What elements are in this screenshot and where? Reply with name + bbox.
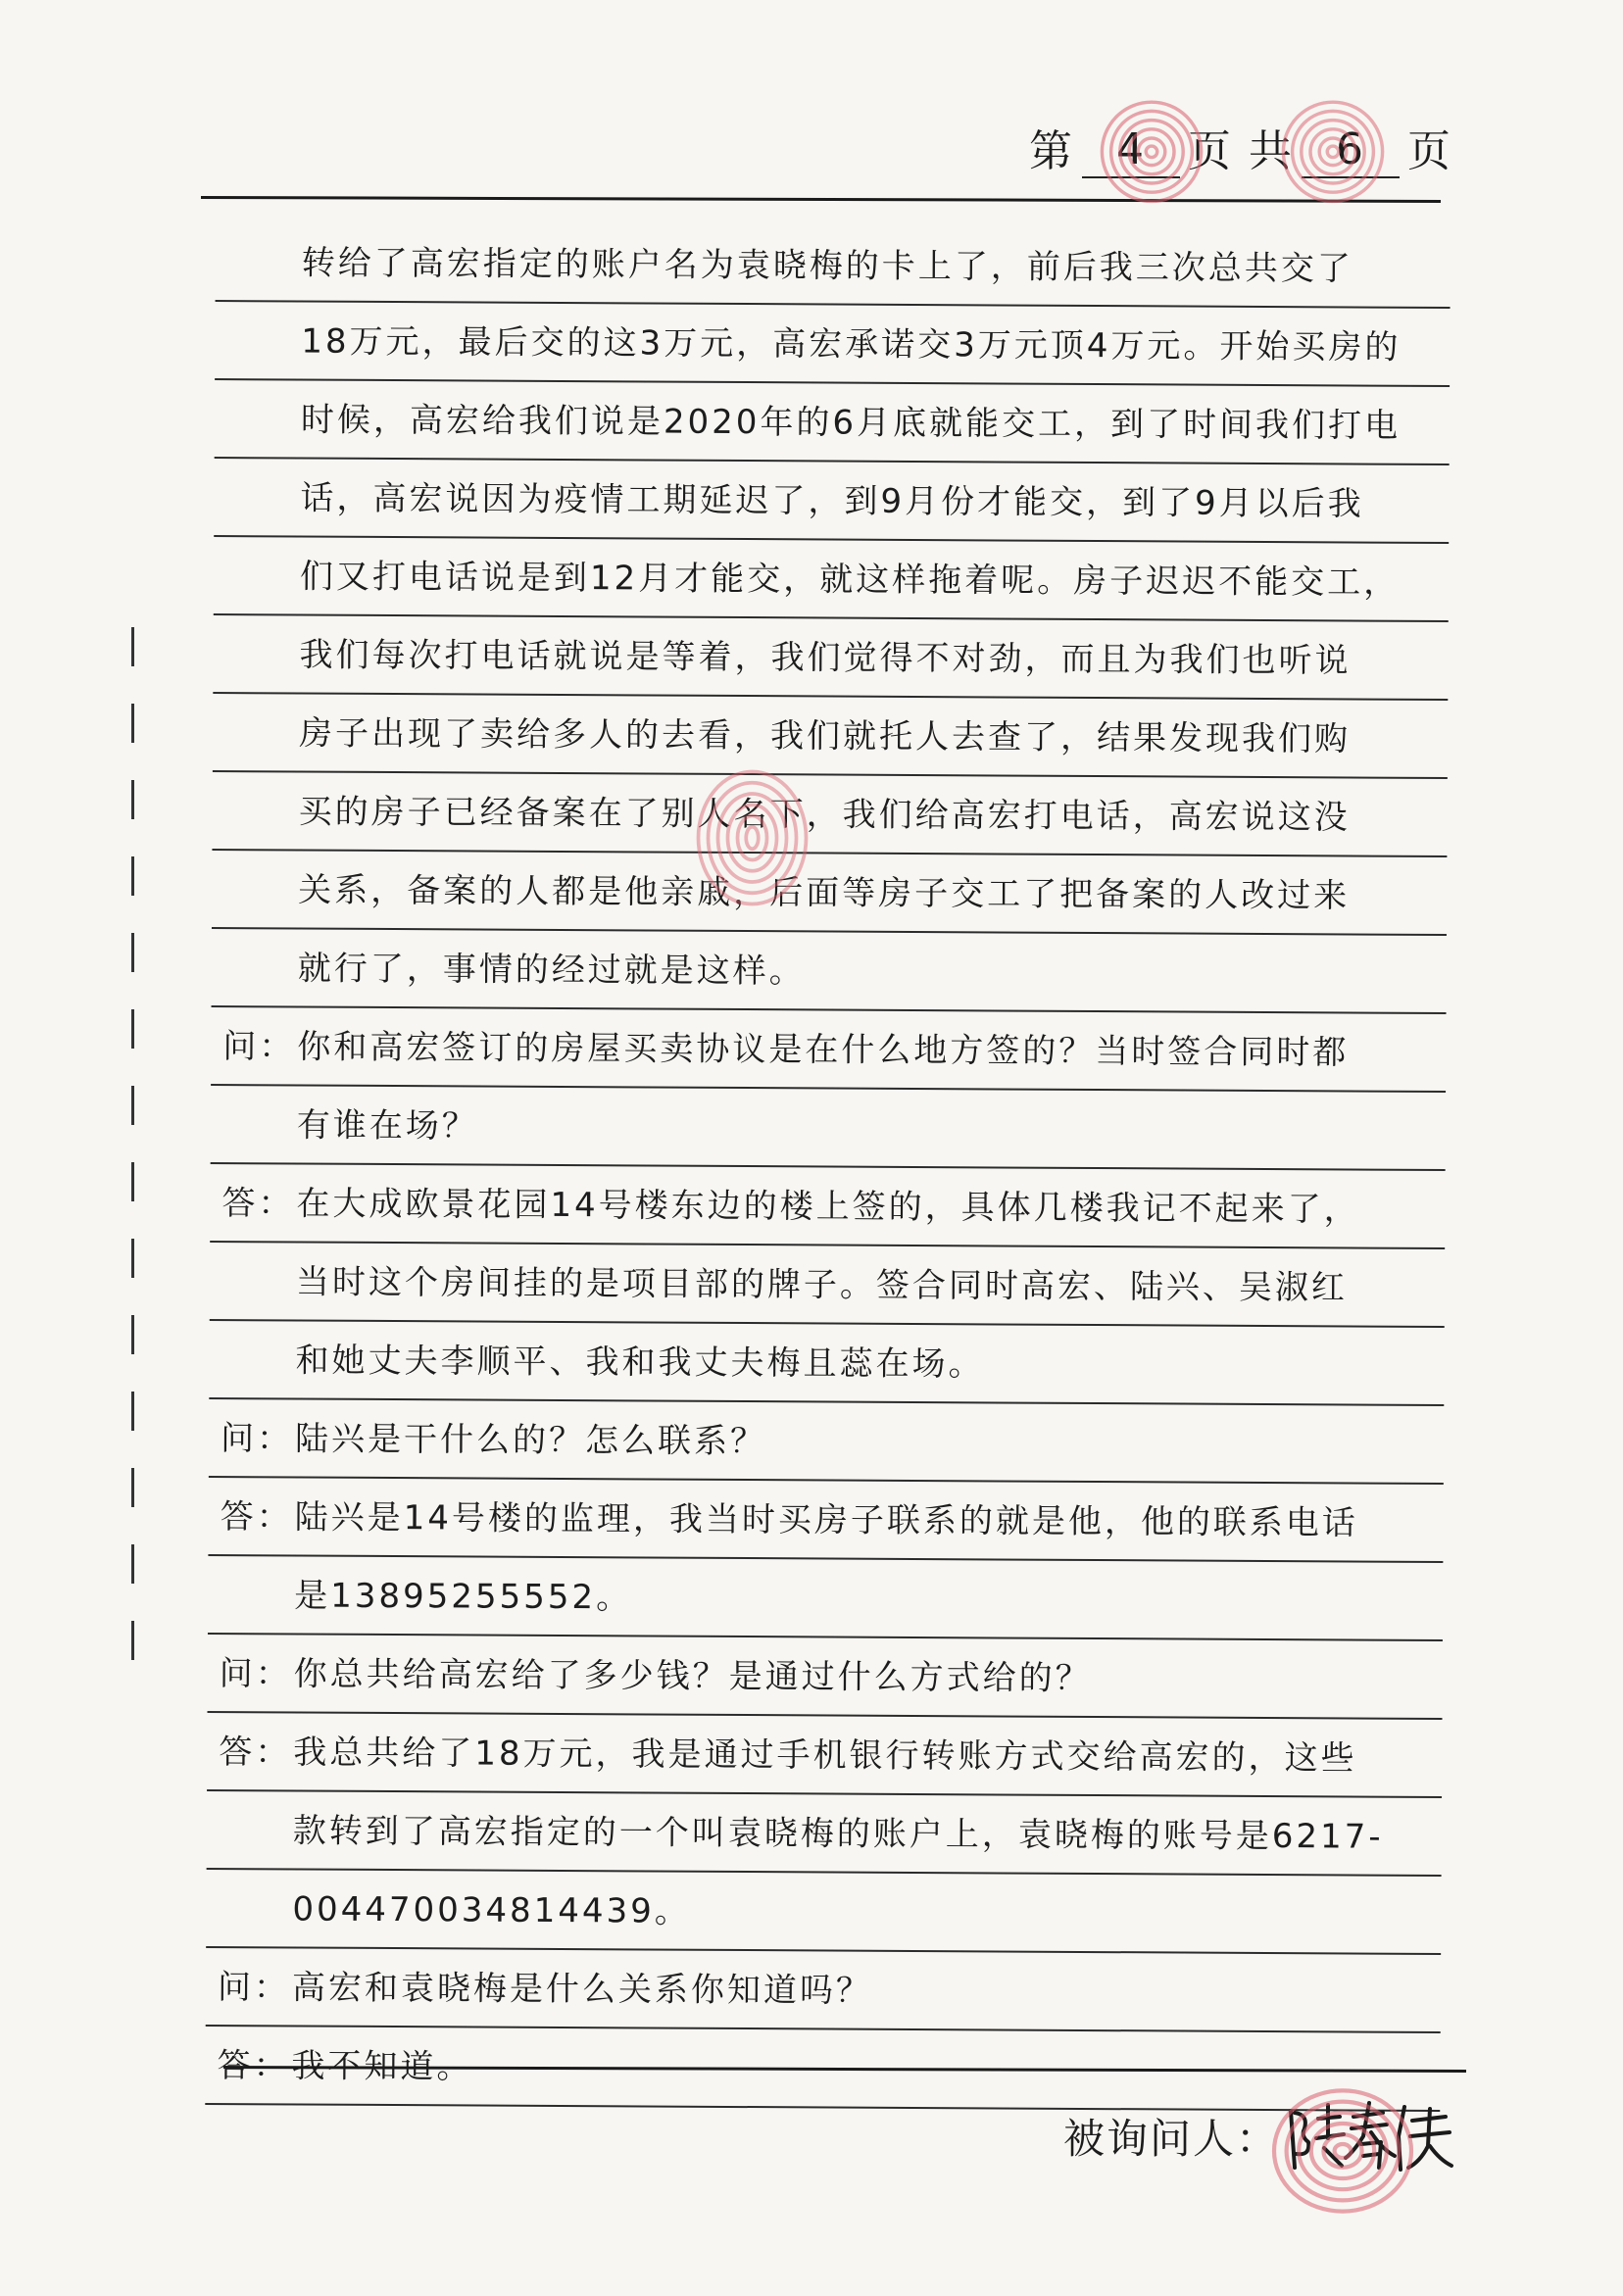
current-page-number: 4 (1082, 124, 1180, 178)
page-label-prefix: 第 (1029, 126, 1074, 176)
record-line (212, 772, 1447, 857)
record-text: 和她丈夫李顺平、我和我丈夫梅且蕊在场。 (295, 1341, 985, 1385)
page-label-suffix: 页 (1407, 126, 1452, 176)
record-line (215, 302, 1450, 387)
top-divider (201, 196, 1441, 203)
record-text: 买的房子已经备案在了别人名下，我们给高宏打电话，高宏说这没 (298, 792, 1351, 838)
record-text: 就行了，事情的经过就是这样。 (297, 949, 806, 992)
binding-dash (131, 933, 134, 972)
record-line (207, 1791, 1442, 1877)
binding-marks (125, 627, 141, 1695)
qa-marker: 问： (222, 1027, 296, 1067)
record-line (214, 537, 1449, 622)
qa-marker: 答： (219, 1733, 292, 1773)
signature-label: 被询问人： (1063, 2115, 1280, 2163)
record-text: 时候，高宏给我们说是2020年的6月底就能交工，到了时间我们打电 (300, 400, 1402, 446)
qa-marker: 答： (217, 2046, 290, 2086)
record-text: 高宏和袁晓梅是什么关系你知道吗？ (291, 1968, 873, 2011)
record-text: 陆兴是干什么的？怎么联系？ (294, 1419, 767, 1462)
record-line (211, 1086, 1446, 1171)
record-text: 转给了高宏指定的账户名为袁晓梅的卡上了，前后我三次总共交了 (301, 243, 1353, 289)
record-text: 18万元，最后交的这3万元，高宏承诺交3万元顶4万元。开始买房的 (301, 321, 1402, 367)
binding-dash (131, 1392, 134, 1431)
binding-dash (131, 1544, 134, 1584)
record-line (212, 929, 1447, 1014)
total-page-number: 6 (1302, 124, 1400, 178)
record-text: 你总共给高宏给了多少钱？是通过什么方式给的？ (293, 1654, 1092, 1699)
record-text: 你和高宏签订的房屋买卖协议是在什么地方签的？当时签合同时都 (297, 1027, 1350, 1073)
record-line (210, 1243, 1445, 1328)
record-line (210, 1164, 1445, 1249)
record-text: 我不知道。 (291, 2046, 473, 2087)
binding-dash (131, 704, 134, 743)
record-text: 当时这个房间挂的是项目部的牌子。签合同时高宏、陆兴、吴淑红 (295, 1262, 1349, 1308)
binding-dash (131, 1162, 134, 1201)
record-text: 是13895255552。 (294, 1576, 633, 1618)
record-line (216, 223, 1451, 309)
record-line (211, 1007, 1446, 1093)
record-line (209, 1399, 1444, 1485)
record-text: 我们每次打电话就说是等着，我们觉得不对劲，而且为我们也听说 (299, 635, 1352, 681)
record-text: 关系，备案的人都是他亲戚，后面等房子交工了把备案的人改过来 (298, 870, 1351, 916)
record-line (212, 851, 1447, 936)
record-line (209, 1321, 1444, 1406)
record-line (208, 1478, 1443, 1563)
qa-marker: 问： (220, 1419, 294, 1459)
binding-dash (131, 1009, 134, 1049)
record-line (208, 1635, 1443, 1720)
page-number-header (1029, 110, 1452, 178)
record-text: 房子出现了卖给多人的去看，我们就托人去查了，结果发现我们购 (298, 713, 1352, 759)
binding-dash (131, 1621, 134, 1660)
record-line (206, 1870, 1441, 1955)
qa-marker: 答： (220, 1497, 293, 1538)
binding-dash (131, 627, 134, 666)
binding-dash (131, 1239, 134, 1278)
record-lines (205, 223, 1451, 2112)
record-text: 们又打电话说是到12月才能交，就这样拖着呢。房子迟迟不能交工， (299, 557, 1401, 603)
binding-dash (131, 1468, 134, 1507)
record-text: 有谁在场？ (296, 1105, 478, 1147)
record-line (213, 615, 1448, 701)
record-text: 陆兴是14号楼的监理，我当时买房子联系的就是他，他的联系电话 (294, 1497, 1358, 1543)
signature-block (1063, 2097, 1456, 2175)
qa-marker: 答： (221, 1184, 295, 1224)
qa-marker: 问： (217, 1968, 291, 2008)
record-line (213, 694, 1448, 779)
record-line (214, 459, 1449, 544)
record-text: 话，高宏说因为疫情工期延迟了，到9月份才能交，到了9月以后我 (300, 478, 1364, 524)
record-text: 在大成欧景花园14号楼东边的楼上签的，具体几楼我记不起来了， (296, 1184, 1360, 1230)
record-line (208, 1556, 1443, 1641)
qa-marker: 问： (219, 1654, 292, 1694)
binding-dash (131, 1315, 134, 1354)
record-text: 款转到了高宏指定的一个叫袁晓梅的账户上，袁晓梅的账号是6217- (292, 1811, 1384, 1857)
binding-dash (131, 856, 134, 896)
record-line (207, 1713, 1442, 1798)
record-text: 004470034814439。 (292, 1889, 691, 1931)
binding-dash (131, 1086, 134, 1125)
record-line (206, 1948, 1441, 2033)
page-label-middle: 页 共 (1188, 126, 1294, 176)
record-line (215, 380, 1450, 465)
binding-dash (131, 780, 134, 819)
handwritten-signature (1285, 2097, 1456, 2175)
record-text: 我总共给了18万元，我是通过手机银行转账方式交给高宏的，这些 (293, 1733, 1357, 1779)
